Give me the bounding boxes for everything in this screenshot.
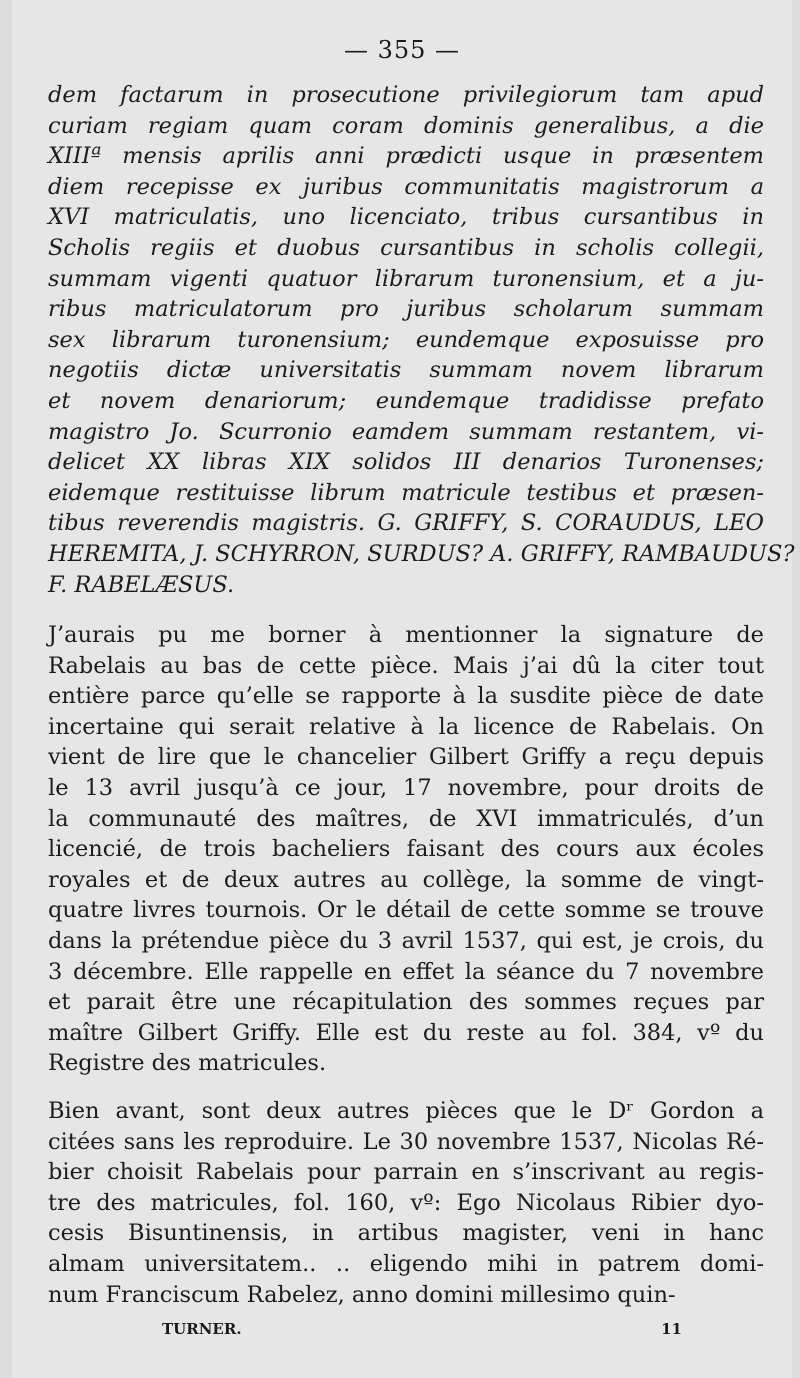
footer-sheet-number: 11 — [661, 1320, 682, 1338]
text-line: diem recepisse ex juribus communitatis magistrorum a — [48, 173, 764, 200]
text-line: F. RABELÆSUS. — [48, 571, 235, 598]
text-line: licencié, de trois bacheliers faisant des cours aux écoles — [48, 836, 764, 863]
text-line: Bien avant, sont deux autres pièces que le Dʳ Gordon a — [48, 1098, 764, 1124]
text-line: et parait être une récapitulation des sommes reçues par — [48, 989, 764, 1016]
text-line: Scholis regiis et duobus cursantibus in scholis collegii, — [48, 234, 764, 261]
text-line: delicet XX libras XIX solidos III denarios Turonenses; — [48, 449, 764, 476]
text-line: 3 décembre. Elle rappelle en effet la séance du 7 novembre — [48, 958, 764, 985]
text-line: negotiis dictæ universitatis summam novem librarum — [48, 357, 764, 384]
text-line: royales et de deux autres au collège, la somme de vingt- — [48, 866, 764, 893]
text-line: tibus reverendis magistris. G. GRIFFY, S. CORAUDUS, LEO — [48, 510, 764, 537]
text-line: cesis Bisuntinensis, in artibus magister, veni in hanc — [48, 1220, 764, 1247]
text-line: HEREMITA, J. SCHYRRON, SURDUS? A. GRIFFY, RAMBAUDUS? — [48, 540, 795, 567]
document-page — [12, 0, 795, 1378]
text-line: entière parce qu’elle se rapporte à la susdite pièce de date — [48, 683, 764, 710]
text-line: tre des matricules, fol. 160, vº: Ego Nicolaus Ribier dyo- — [48, 1189, 764, 1216]
text-line: et novem denariorum; eundemque tradidisse prefato — [48, 387, 764, 414]
paragraph-commentary — [48, 620, 764, 1079]
text-line: Registre des matricules. — [48, 1050, 327, 1077]
footer-signature: TURNER. — [162, 1320, 242, 1338]
text-line: almam universitatem.. .. eligendo mihi in patrem domi- — [48, 1250, 764, 1277]
text-line: incertaine qui serait relative à la licence de Rabelais. On — [48, 713, 764, 740]
text-line: quatre livres tournois. Or le détail de cette somme se trouve — [48, 897, 764, 924]
text-line: dem factarum in prosecutione privilegiorum tam apud — [48, 82, 764, 108]
text-line: la communauté des maîtres, de XVI immatriculés, d’un — [48, 805, 764, 832]
page-number: — 355 — — [343, 36, 461, 64]
text-line: dans la prétendue pièce du 3 avril 1537, qui est, je crois, du — [48, 927, 764, 954]
text-line: le 13 avril jusqu’à ce jour, 17 novembre, pour droits de — [48, 774, 764, 801]
text-line: XIIIª mensis aprilis anni prædicti usque in præsentem — [48, 143, 764, 170]
page-footer — [162, 1320, 682, 1338]
text-line: summam vigenti quatuor librarum turonensium, et a ju- — [48, 265, 764, 292]
text-line: bier choisit Rabelais pour parrain en s’inscrivant au regis- — [48, 1159, 764, 1186]
text-line: maître Gilbert Griffy. Elle est du reste au fol. 384, vº du — [48, 1019, 764, 1046]
text-line: J’aurais pu me borner à mentionner la signature de — [48, 622, 764, 648]
text-line: magistro Jo. Scurronio eamdem summam restantem, vi- — [48, 418, 764, 445]
text-line: num Franciscum Rabelez, anno domini millesimo quin- — [48, 1281, 676, 1308]
paragraph-matricule — [48, 1096, 764, 1310]
text-line: ribus matriculatorum pro juribus scholarum summam — [48, 296, 764, 323]
text-line: eidemque restituisse librum matricule testibus et præsen- — [48, 479, 764, 506]
text-line: XVI matriculatis, uno licenciato, tribus cursantibus in — [48, 204, 764, 231]
text-line: curiam regiam quam coram dominis generalibus, a die — [48, 112, 764, 139]
text-line: sex librarum turonensium; eundemque exposuisse pro — [48, 326, 764, 353]
text-line: vient de lire que le chancelier Gilbert Griffy a reçu depuis — [48, 744, 764, 771]
text-line: citées sans les reproduire. Le 30 novembre 1537, Nicolas Ré- — [48, 1128, 764, 1155]
latin-quotation — [48, 80, 795, 600]
text-line: Rabelais au bas de cette pièce. Mais j’ai dû la citer tout — [48, 652, 764, 679]
